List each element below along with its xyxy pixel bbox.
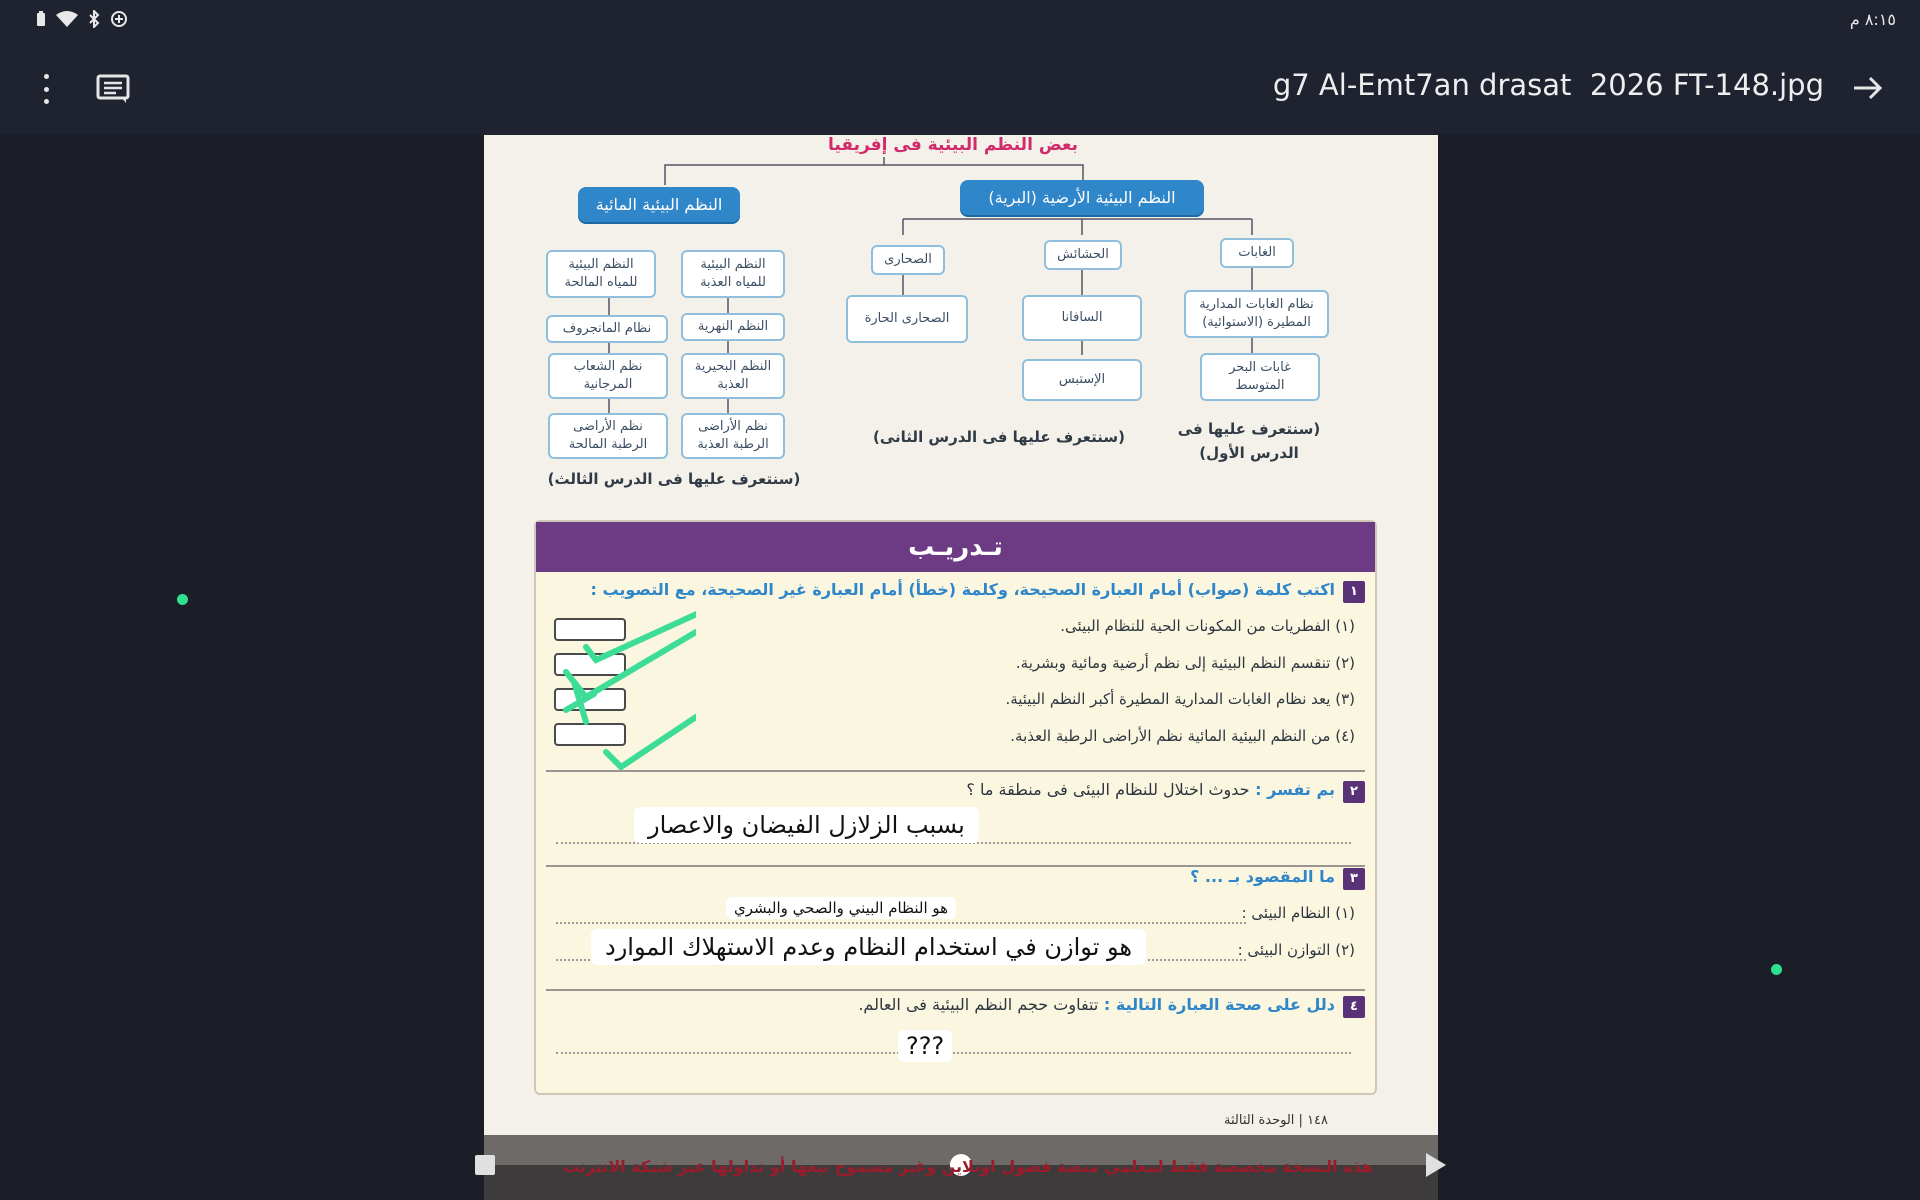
question-1-heading	[590, 580, 1365, 603]
page-number: ١٤٨	[1307, 1113, 1329, 1128]
fresh-water-item: النظم البحيرية العذبة	[681, 353, 785, 399]
salt-water-item: نظم الشعاب المرجانية	[548, 353, 668, 399]
fresh-water-item: نظم الأراضى الرطبة العذبة	[681, 413, 785, 459]
question-1-text: اكتب كلمة (صواب) أمام العبارة الصحيحة، وكلمة (خطأ) أمام العبارة غير الصحيحة، مع التصويب :	[590, 580, 1335, 599]
statement-item: (٤) من النظم البيئية المائية نظم الأراضى الرطبة العذبة.	[1010, 727, 1355, 745]
aquatic-systems-pill: النظم البيئية المائية	[578, 187, 740, 222]
aquatic-note: (سنتعرف عليها فى الدرس الثالث)	[547, 470, 801, 488]
page-footer: ١٤٨ | الوحدة الثالثة	[1224, 1113, 1329, 1128]
file-title: g7 Al-Emt7an drasat 2026 FT-148.jpg	[1272, 68, 1824, 102]
stop-icon[interactable]	[475, 1155, 495, 1175]
question-2-label: بم تفسر :	[1255, 780, 1335, 799]
image-viewer[interactable]	[0, 135, 1920, 1200]
question-3-number: ٣	[1343, 868, 1365, 890]
question-4-label: دلل على صحة العبارة التالية :	[1103, 995, 1335, 1014]
answer-line	[556, 1052, 1351, 1054]
terrestrial-note-lesson2: (سنتعرف عليها فى الدرس الثانى)	[873, 428, 1125, 446]
handwritten-checkmarks	[546, 602, 696, 772]
question-4-number: ٤	[1343, 996, 1365, 1018]
question-4-text: تتفاوت حجم النظم البيئية فى العالم.	[858, 995, 1099, 1014]
question-3-heading	[1190, 867, 1365, 890]
terrestrial-note-lesson1: (سنتعرف عليها فى الدرس الأول)	[1177, 420, 1321, 462]
question-4-heading	[858, 995, 1365, 1018]
terrestrial-systems-pill: النظم البيئية الأرضية (البرية)	[960, 180, 1204, 215]
copyright-caption: هذه النسخة مخصصة فقط لمعلمي منصة فصول اونلاين وغير مسموح بيعها أو تداولها عبر شبكة الانترنت	[562, 1157, 1373, 1176]
grasslands-item: السافانا	[1022, 295, 1142, 341]
document-image	[484, 135, 1438, 1165]
status-icons	[36, 10, 128, 33]
comments-icon[interactable]	[96, 74, 130, 104]
fresh-water-box: النظم البيئية للمياه العذبة	[681, 250, 785, 298]
salt-water-item: نظام المانجروف	[546, 315, 668, 343]
training-header: تـدريـب	[536, 522, 1375, 572]
fresh-water-item: النظم النهرية	[681, 313, 785, 341]
battery-icon	[36, 11, 46, 32]
salt-water-box: النظم البيئية للمياه المالحة	[546, 250, 656, 298]
statement-item: (١) الفطريات من المكونات الحية للنظام البيئى.	[1060, 617, 1355, 635]
forests-item: غابات البحر المتوسط	[1200, 353, 1320, 401]
more-vert-icon[interactable]	[36, 74, 56, 104]
question-1-number: ١	[1343, 581, 1365, 603]
status-time: ٨:١٥ م	[1849, 10, 1896, 29]
separator	[546, 989, 1365, 991]
media-controls	[484, 1135, 1438, 1200]
wifi-icon	[56, 11, 78, 32]
question-3-label: ما المقصود بـ ... ؟	[1190, 867, 1335, 886]
question-2-heading	[966, 780, 1365, 803]
definition-item: (٢) التوازن البيئى :	[1237, 941, 1355, 959]
arrow-forward-icon[interactable]	[1852, 74, 1884, 102]
grasslands-item: الإستبس	[1022, 359, 1142, 401]
bluetooth-icon	[88, 10, 100, 33]
question-2-text: حدوث اختلال للنظام البيئى فى منطقة ما ؟	[966, 780, 1250, 799]
unit-label: الوحدة الثالثة	[1224, 1113, 1295, 1128]
app-bar	[0, 40, 1920, 135]
separator	[546, 770, 1365, 772]
forests-box: الغابات	[1220, 238, 1294, 268]
salt-water-item: نظم الأراضى الرطبة المالحة	[548, 413, 668, 459]
training-section	[534, 520, 1377, 1095]
definition-item: (١) النظام البيئى :	[1241, 904, 1355, 922]
data-saver-icon	[110, 10, 128, 33]
deserts-item: الصحارى الحارة	[846, 295, 968, 343]
play-icon[interactable]	[1426, 1153, 1446, 1177]
statement-item: (٣) يعد نظام الغابات المدارية المطيرة أكبر النظم البيئية.	[1005, 690, 1355, 708]
status-bar	[0, 0, 1920, 40]
handwritten-answer-q2: بسبب الزلازل الفيضان والاعصار	[634, 807, 979, 843]
right-indicator-dot	[1771, 964, 1782, 975]
handwritten-answer-q4: ???	[898, 1030, 952, 1062]
handwritten-answer-q3-2: هو توازن في استخدام النظام وعدم الاستهلاك الموارد	[591, 929, 1146, 965]
deserts-box: الصحارى	[871, 245, 945, 275]
question-2-number: ٢	[1343, 781, 1365, 803]
handwritten-answer-q3-1: هو النظام البيني والصحي والبشري	[726, 897, 956, 919]
statement-item: (٢) تنقسم النظم البيئية إلى نظم أرضية ومائية وبشرية.	[1015, 654, 1355, 672]
forests-item: نظام الغابات المدارية المطيرة (الاستوائية)	[1184, 290, 1329, 338]
answer-line	[556, 922, 1246, 924]
left-indicator-dot	[177, 594, 188, 605]
grasslands-box: الحشائش	[1044, 240, 1122, 270]
diagram-title: بعض النظم البيئية فى إفريقيا	[828, 135, 1078, 155]
